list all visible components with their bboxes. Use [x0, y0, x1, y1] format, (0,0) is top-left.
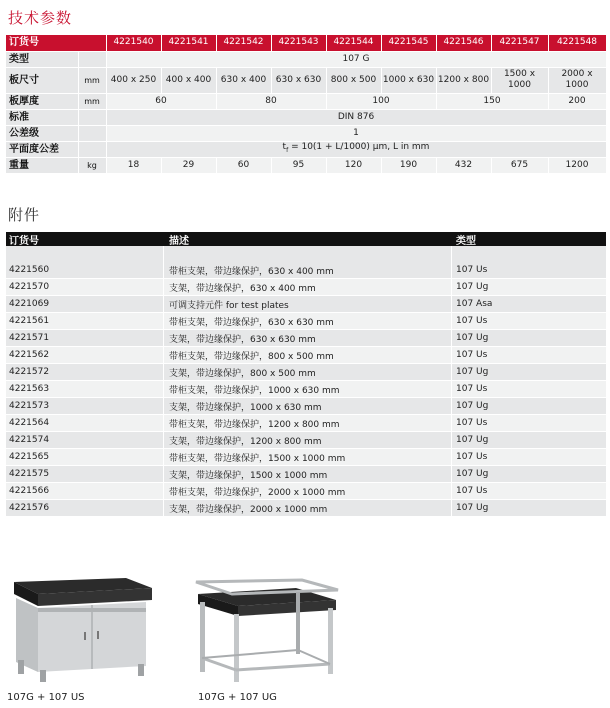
description: 支架，带边缘保护，630 x 630 mm: [164, 330, 452, 346]
order-no: 4221574: [6, 432, 164, 448]
table-row: [6, 313, 606, 330]
cabinet-stand-image: [6, 572, 156, 684]
type: 107 Ug: [456, 435, 489, 445]
size-value: 400 x 250: [106, 67, 161, 93]
type-header: 类型: [456, 235, 476, 247]
order-no: 4221570: [6, 279, 164, 295]
type: 107 Us: [456, 384, 488, 394]
weight-value: 120: [326, 157, 381, 173]
order-no: 4221563: [6, 381, 164, 397]
spec-section-title: 技术参数: [8, 9, 73, 27]
frame-stand-caption: 107G + 107 UG: [198, 692, 277, 703]
table-row: [6, 296, 606, 313]
type: 107 Us: [456, 265, 488, 275]
description: 带柜支架，带边缘保护，630 x 400 mm: [164, 262, 452, 278]
frame-stand-image: [192, 578, 342, 684]
size-unit: mm: [78, 67, 106, 93]
weight-value: 1200: [548, 157, 606, 173]
type: 107 Ug: [456, 367, 489, 377]
order-no: 4221564: [6, 415, 164, 431]
description: 带柜支架，带边缘保护，1200 x 800 mm: [164, 415, 452, 431]
description: 支架，带边缘保护，1500 x 1000 mm: [164, 466, 452, 482]
weight-value: 95: [271, 157, 326, 173]
weight-value: 60: [216, 157, 271, 173]
table-row: [6, 347, 606, 364]
description: 带柜支架，带边缘保护，2000 x 1000 mm: [164, 483, 452, 499]
type-row: [6, 51, 606, 67]
accessories-spacer-row: [6, 246, 606, 262]
description: 带柜支架，带边缘保护，800 x 500 mm: [164, 347, 452, 363]
frame-stand-illustration: [192, 578, 342, 684]
tolerance-row: [6, 125, 606, 141]
order-code: 4221540: [106, 35, 161, 51]
description: 支架，带边缘保护，2000 x 1000 mm: [164, 500, 452, 516]
size-value: 630 x 630: [271, 67, 326, 93]
tolerance-label: 公差级: [6, 125, 78, 141]
order-header: 订货号: [9, 235, 39, 247]
order-code: 4221546: [436, 35, 491, 51]
table-row: [6, 279, 606, 296]
weight-value: 675: [491, 157, 548, 173]
thickness-value: 100: [326, 93, 436, 109]
description: 带柜支架，带边缘保护，630 x 630 mm: [164, 313, 452, 329]
order-no: 4221566: [6, 483, 164, 499]
description: 可调支持元件 for test plates: [164, 296, 452, 312]
description: 带柜支架，带边缘保护，1500 x 1000 mm: [164, 449, 452, 465]
order-no: 4221561: [6, 313, 164, 329]
accessories-header-row: [6, 232, 606, 246]
description-header: 描述: [169, 235, 189, 247]
cabinet-stand-illustration: [6, 572, 156, 684]
size-row: [6, 67, 606, 93]
size-label: 板尺寸: [6, 67, 78, 93]
order-code: 4221544: [326, 35, 381, 51]
order-no: 4221069: [6, 296, 164, 312]
type: 107 Ug: [456, 469, 489, 479]
accessories-body: [6, 262, 606, 517]
accessories-table: [6, 232, 606, 517]
order-code: 4221548: [548, 35, 606, 51]
size-value: 800 x 500: [326, 67, 381, 93]
order-no: 4221562: [6, 347, 164, 363]
weight-value: 29: [161, 157, 216, 173]
thickness-label: 板厚度: [6, 93, 78, 109]
table-row: [6, 500, 606, 517]
spec-table: [6, 35, 607, 174]
thickness-value: 60: [106, 93, 216, 109]
table-row: [6, 432, 606, 449]
type: 107 Us: [456, 316, 488, 326]
table-row: [6, 364, 606, 381]
type: 107 Ug: [456, 333, 489, 343]
table-row: [6, 449, 606, 466]
order-code: 4221542: [216, 35, 271, 51]
weight-unit: kg: [78, 157, 106, 173]
size-value: 1000 x 630: [381, 67, 436, 93]
type: 107 Us: [456, 418, 488, 428]
table-row: [6, 398, 606, 415]
flatness-value: $t_f = 10(1 + L/1000)$ µm, L in mm: [106, 141, 606, 157]
table-row: [6, 483, 606, 500]
flatness-label: 平面度公差: [6, 141, 78, 157]
standard-row: [6, 109, 606, 125]
thickness-unit: mm: [78, 93, 106, 109]
spec-header-row: [6, 35, 606, 51]
type: 107 Us: [456, 350, 488, 360]
description: 支架，带边缘保护，800 x 500 mm: [164, 364, 452, 380]
thickness-value: 200: [548, 93, 606, 109]
type: 107 Asa: [456, 299, 493, 309]
thickness-row: [6, 93, 606, 109]
weight-value: 18: [106, 157, 161, 173]
weight-label: 重量: [6, 157, 78, 173]
size-value: 630 x 400: [216, 67, 271, 93]
flatness-row: [6, 141, 606, 157]
thickness-value: 150: [436, 93, 548, 109]
table-row: [6, 415, 606, 432]
type: 107 Us: [456, 452, 488, 462]
order-code: 4221541: [161, 35, 216, 51]
description: 支架，带边缘保护，1200 x 800 mm: [164, 432, 452, 448]
order-code: 4221545: [381, 35, 436, 51]
description: 支架，带边缘保护，1000 x 630 mm: [164, 398, 452, 414]
size-value: 1200 x 800: [436, 67, 491, 93]
standard-label: 标准: [6, 109, 78, 125]
order-code: 4221543: [271, 35, 326, 51]
size-value: 1500 x 1000: [491, 67, 548, 93]
standard-value: DIN 876: [106, 109, 606, 125]
order-no: 4221565: [6, 449, 164, 465]
type: 107 Ug: [456, 282, 489, 292]
order-no: 4221560: [6, 262, 164, 278]
accessories-section-title: 附件: [8, 206, 41, 224]
table-row: [6, 466, 606, 483]
type: 107 Us: [456, 486, 488, 496]
thickness-value: 80: [216, 93, 326, 109]
order-no: 4221575: [6, 466, 164, 482]
type: 107 Ug: [456, 401, 489, 411]
weight-row: [6, 157, 606, 173]
order-no: 4221573: [6, 398, 164, 414]
description: 支架，带边缘保护，630 x 400 mm: [164, 279, 452, 295]
description: 带柜支架，带边缘保护，1000 x 630 mm: [164, 381, 452, 397]
order-no: 4221576: [6, 500, 164, 516]
type-value: 107 G: [106, 51, 606, 67]
order-no: 4221572: [6, 364, 164, 380]
cabinet-stand-caption: 107G + 107 US: [7, 692, 85, 703]
order-code: 4221547: [491, 35, 548, 51]
table-row: [6, 262, 606, 279]
order-no: 4221571: [6, 330, 164, 346]
type: 107 Ug: [456, 503, 489, 513]
size-value: 2000 x 1000: [548, 67, 606, 93]
order-no-label: 订货号: [6, 35, 106, 51]
weight-value: 190: [381, 157, 436, 173]
table-row: [6, 330, 606, 347]
weight-value: 432: [436, 157, 491, 173]
size-value: 400 x 400: [161, 67, 216, 93]
type-label: 类型: [6, 51, 78, 67]
tolerance-value: 1: [106, 125, 606, 141]
table-row: [6, 381, 606, 398]
